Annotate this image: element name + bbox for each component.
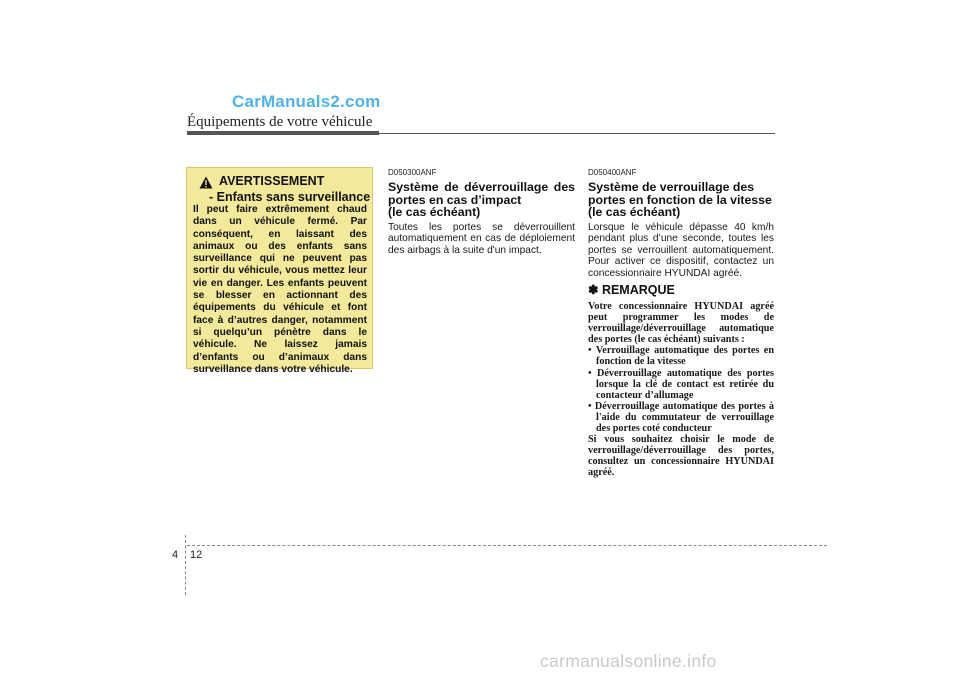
page-header-title: Équipements de votre véhicule	[187, 114, 373, 130]
section-speed-lock	[588, 168, 774, 279]
warning-box	[186, 167, 373, 375]
header-rule-thick	[187, 131, 379, 135]
remark-box	[588, 282, 774, 479]
remark-outro: Si vous souhaitez choisir le mode de verrouillage/déverrouillage des portes, consultez un concessionnaire HYUNDAI agréé.	[588, 434, 774, 479]
section-title: Système de déverrouillage des portes en cas d’impact	[388, 180, 575, 207]
chapter-number: 4	[172, 549, 179, 561]
footer-vertical-rule	[185, 535, 186, 595]
remark-intro: Votre concessionnaire HYUNDAI agréé peut programmer les modes de verrouillage/déverrouillage automatique des portes (le cas échéant) suivants :	[588, 301, 774, 346]
remark-body	[588, 301, 774, 479]
watermark-carmanualsonline: carmanualsonline.info	[540, 651, 717, 671]
section-title-suffix: (le cas échéant)	[588, 205, 681, 219]
warning-subtitle: - Enfants sans surveillance	[209, 190, 371, 204]
remark-bullet: • Verrouillage automatique des portes en fonction de la vitesse	[588, 345, 774, 368]
page-number: 12	[190, 549, 203, 561]
section-impact-unlock	[388, 168, 575, 256]
warning-title: AVERTISSEMENT	[219, 174, 325, 188]
section-body: Toutes les portes se déverrouillent automatiquement en cas de déploiement des airbags à la suite d'un impact.	[388, 221, 575, 256]
section-code: D050300ANF	[388, 168, 437, 177]
remark-bullet: • Déverrouillage automatique des portes à l'aide du commutateur de verrouillage des portes coté conducteur	[588, 400, 774, 435]
section-title-suffix: (le cas échéant)	[388, 205, 481, 219]
footer-rule	[187, 545, 827, 546]
warning-body: Il peut faire extrêmement chaud dans un véhicule fermé. Par conséquent, en laissant des animaux ou des enfants sans surveillance qui ne peuvent pas sortir du véhicule, vous mettez leur vie en danger. Les enfants peuvent se blesser en actionnant des équipements du véhicule et font face à d’autres danger, notamment si quelqu’un pénètre dans le véhicule. Ne laissez jamais d’enfants ou d’animaux dans surveillance dans votre véhicule.	[193, 204, 367, 375]
remark-bullet: • Déverrouillage automatique des portes lorsque la clé de contact est retirée du contacteur d’allumage	[588, 367, 774, 401]
header-rule-thin	[379, 133, 775, 134]
remark-title: ✽ REMARQUE	[588, 283, 675, 297]
section-code: D050400ANF	[588, 168, 637, 177]
section-title: Système de verrouillage des portes en fonction de la vitesse	[588, 180, 772, 207]
warning-triangle-icon	[199, 176, 213, 189]
section-body: Lorsque le véhicule dépasse 40 km/h pendant plus d’une seconde, toutes les portes se verrouillent automatiquement. Pour activer ce dispositif, contactez un concessionnaire HYUNDAI agréé.	[588, 221, 774, 279]
watermark-carmanuals2: CarManuals2.com	[232, 92, 381, 111]
